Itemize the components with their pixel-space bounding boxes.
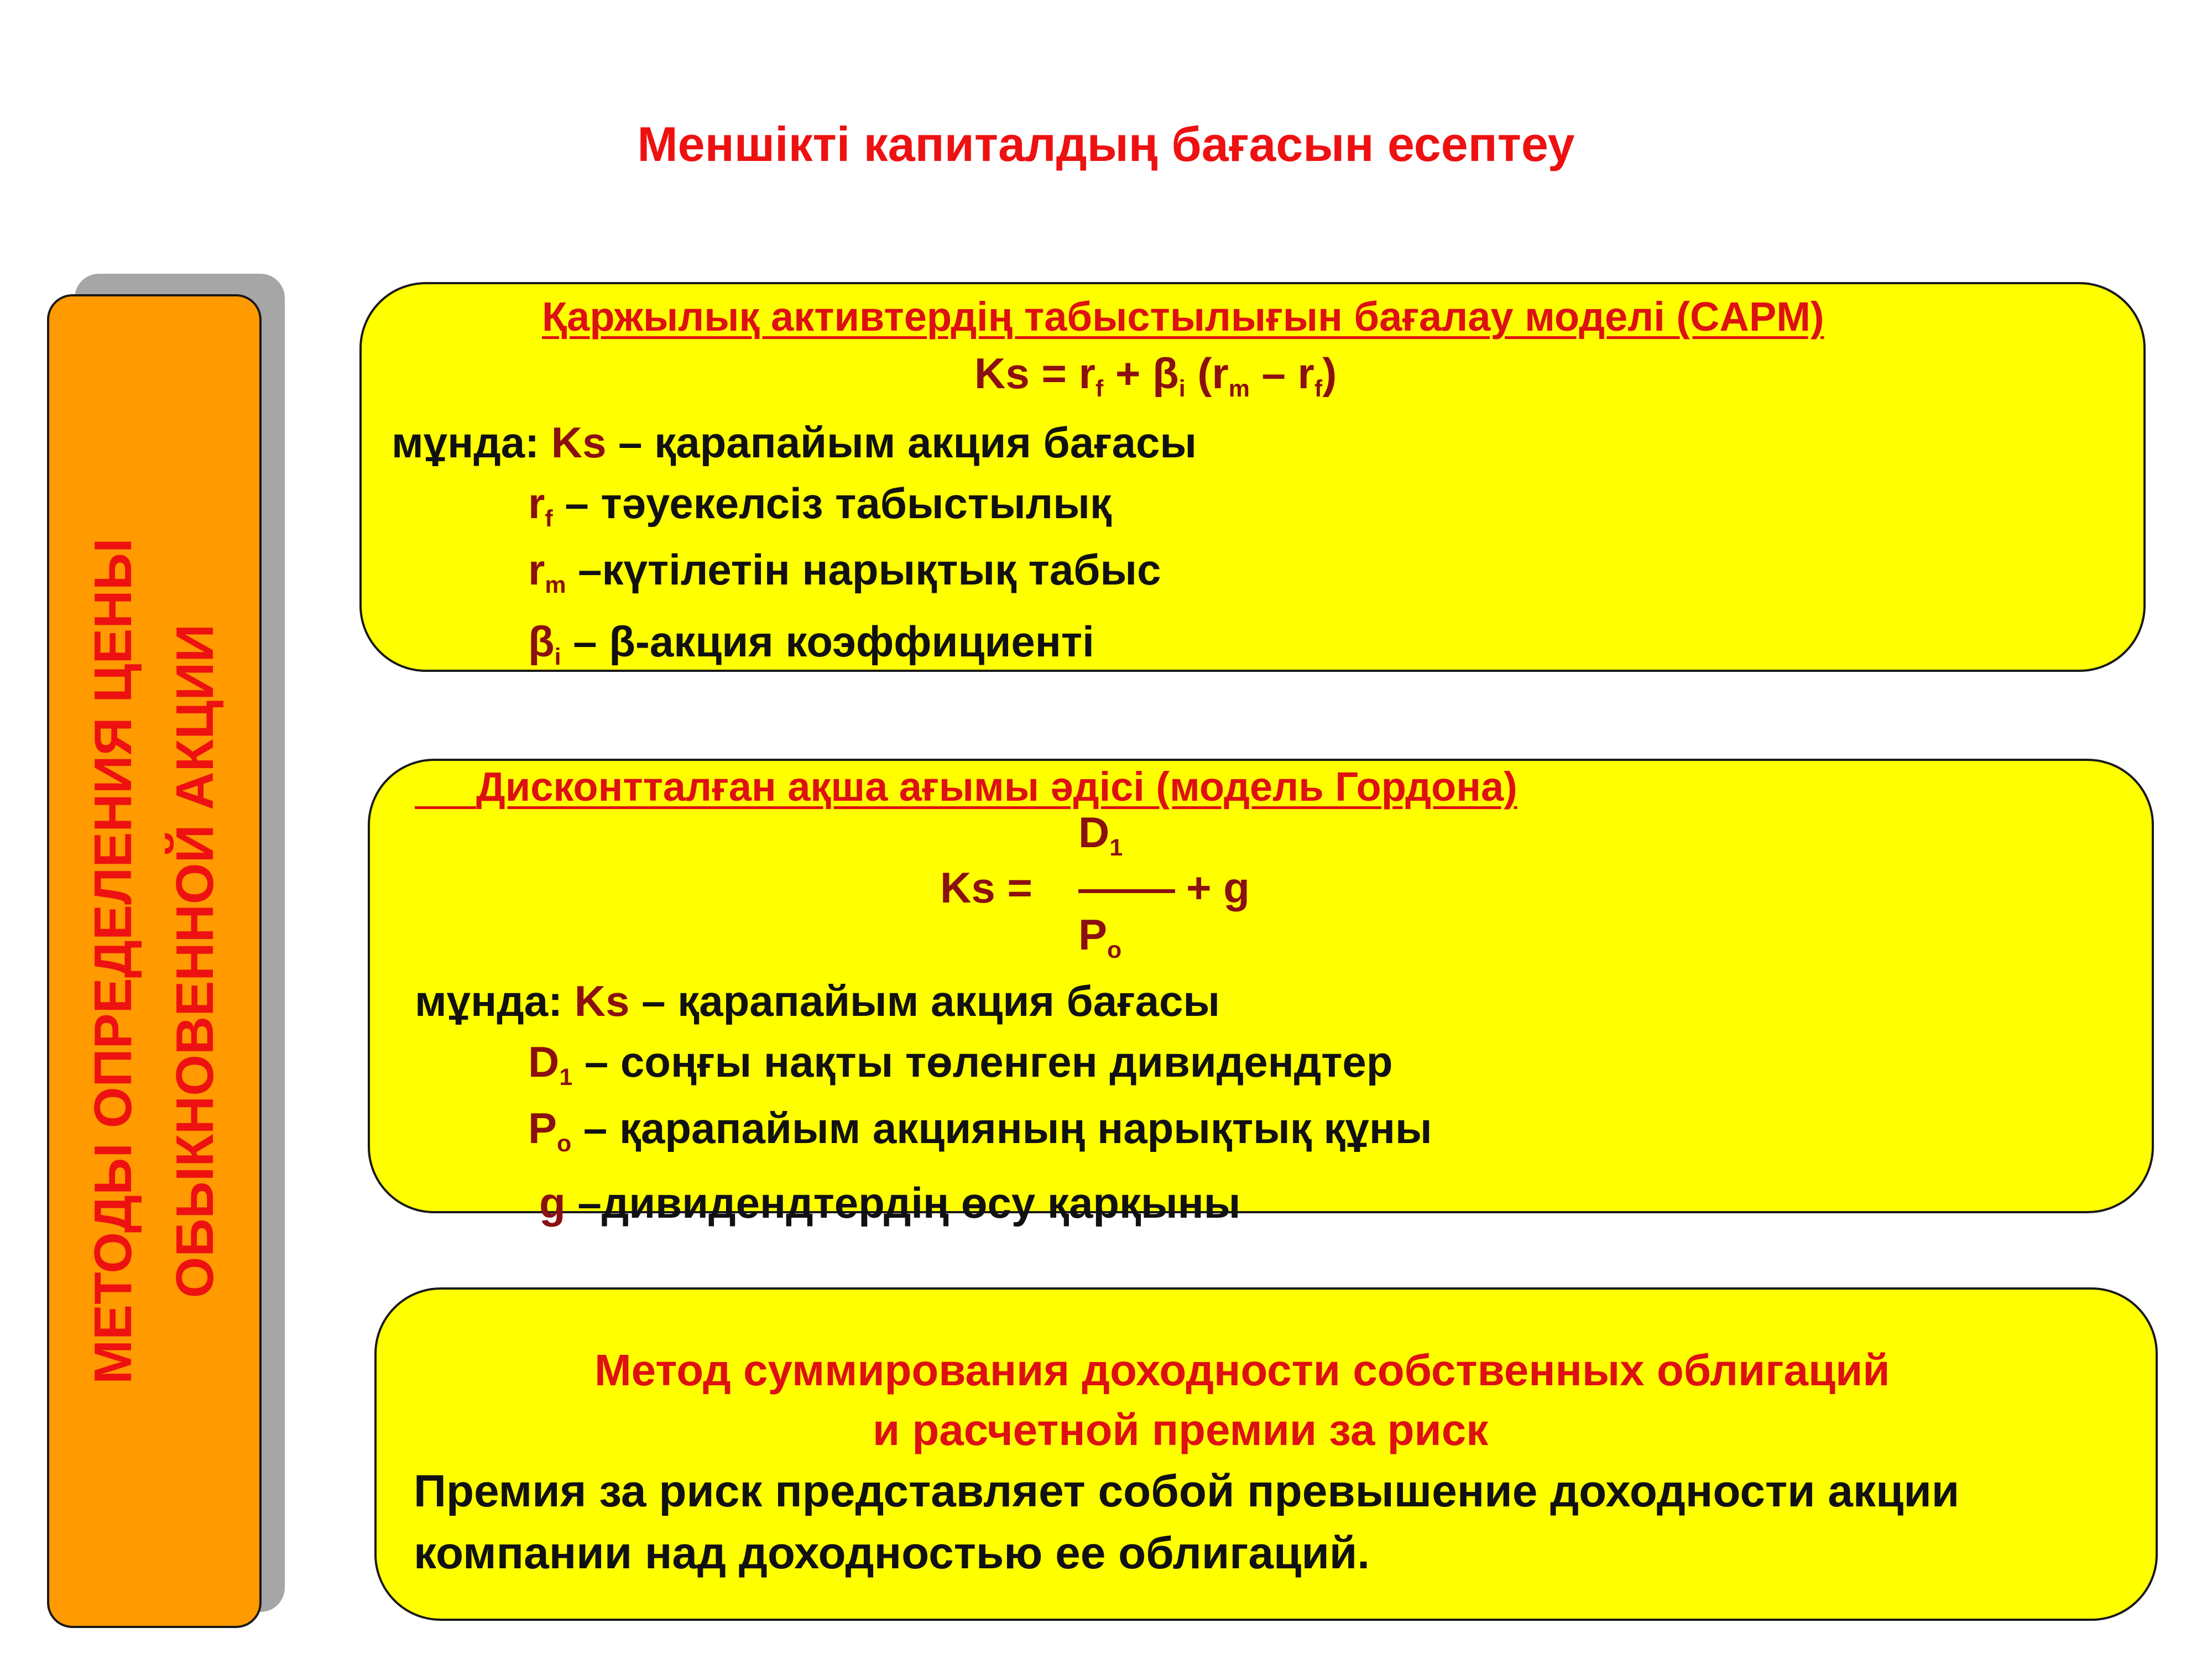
gordon-where-ks: мұнда: Ks – қарапайым акция бағасы [415, 977, 1220, 1025]
gordon-plus-g: + g [1186, 863, 1250, 912]
gordon-where-g: g –дивидендтердің өсу қарқыны [539, 1178, 1241, 1227]
gordon-lhs: Ks = [940, 863, 1032, 912]
capm-heading: Қаржылық активтердің табыстылығын бағалау моделі (CAPM) [542, 294, 1824, 340]
sidebar-label-line2: ОБЫКНОВЕННОЙ АКЦИИ [165, 624, 225, 1298]
bond-method-body-line2: компании над доходностью ее облигаций. [414, 1528, 1370, 1578]
capm-where-rf: $r_f$ – тәуекелсіз табыстылық [528, 479, 1112, 532]
capm-formula: $Ks = r_f + \beta_i$ $(r_m - r_f)$ [974, 349, 1337, 402]
sidebar-label-line1: МЕТОДЫ ОПРЕДЕЛЕНИЯ ЦЕНЫ [84, 538, 143, 1384]
gordon-where-d1: $D_1$ – соңғы нақты төленген дивидендтер [528, 1037, 1393, 1091]
slide-title: Меншікті капиталдың бағасын есептеу [637, 117, 1575, 171]
gordon-denominator: $P_o$ [1078, 910, 1122, 963]
capm-box [359, 282, 2146, 672]
capm-where-rm: $r_m$ –күтілетін нарықтық табыс [528, 545, 1161, 598]
bond-method-title-line2: и расчетной премии за риск [873, 1405, 1489, 1454]
gordon-where-po: $P_o$ – қарапайым акцияның нарықтық құны [528, 1104, 1432, 1157]
capm-where-beta: $\beta_i$ – β-акция коэффициенті [528, 617, 1094, 670]
sidebar-label [72, 303, 236, 1619]
gordon-fraction-bar [1078, 889, 1175, 893]
gordon-numerator: $D_1$ [1078, 808, 1123, 861]
gordon-heading: Дисконтталған ақша ағымы әдісі (модель Гордона) [476, 764, 1517, 810]
capm-where-ks: мұнда: Ks – қарапайым акция бағасы [392, 418, 1197, 467]
bond-method-body-line1: Премия за риск представляет собой превышение доходности акции [414, 1466, 1960, 1516]
bond-method-title-line1: Метод суммирования доходности собственных облигаций [594, 1345, 1890, 1395]
